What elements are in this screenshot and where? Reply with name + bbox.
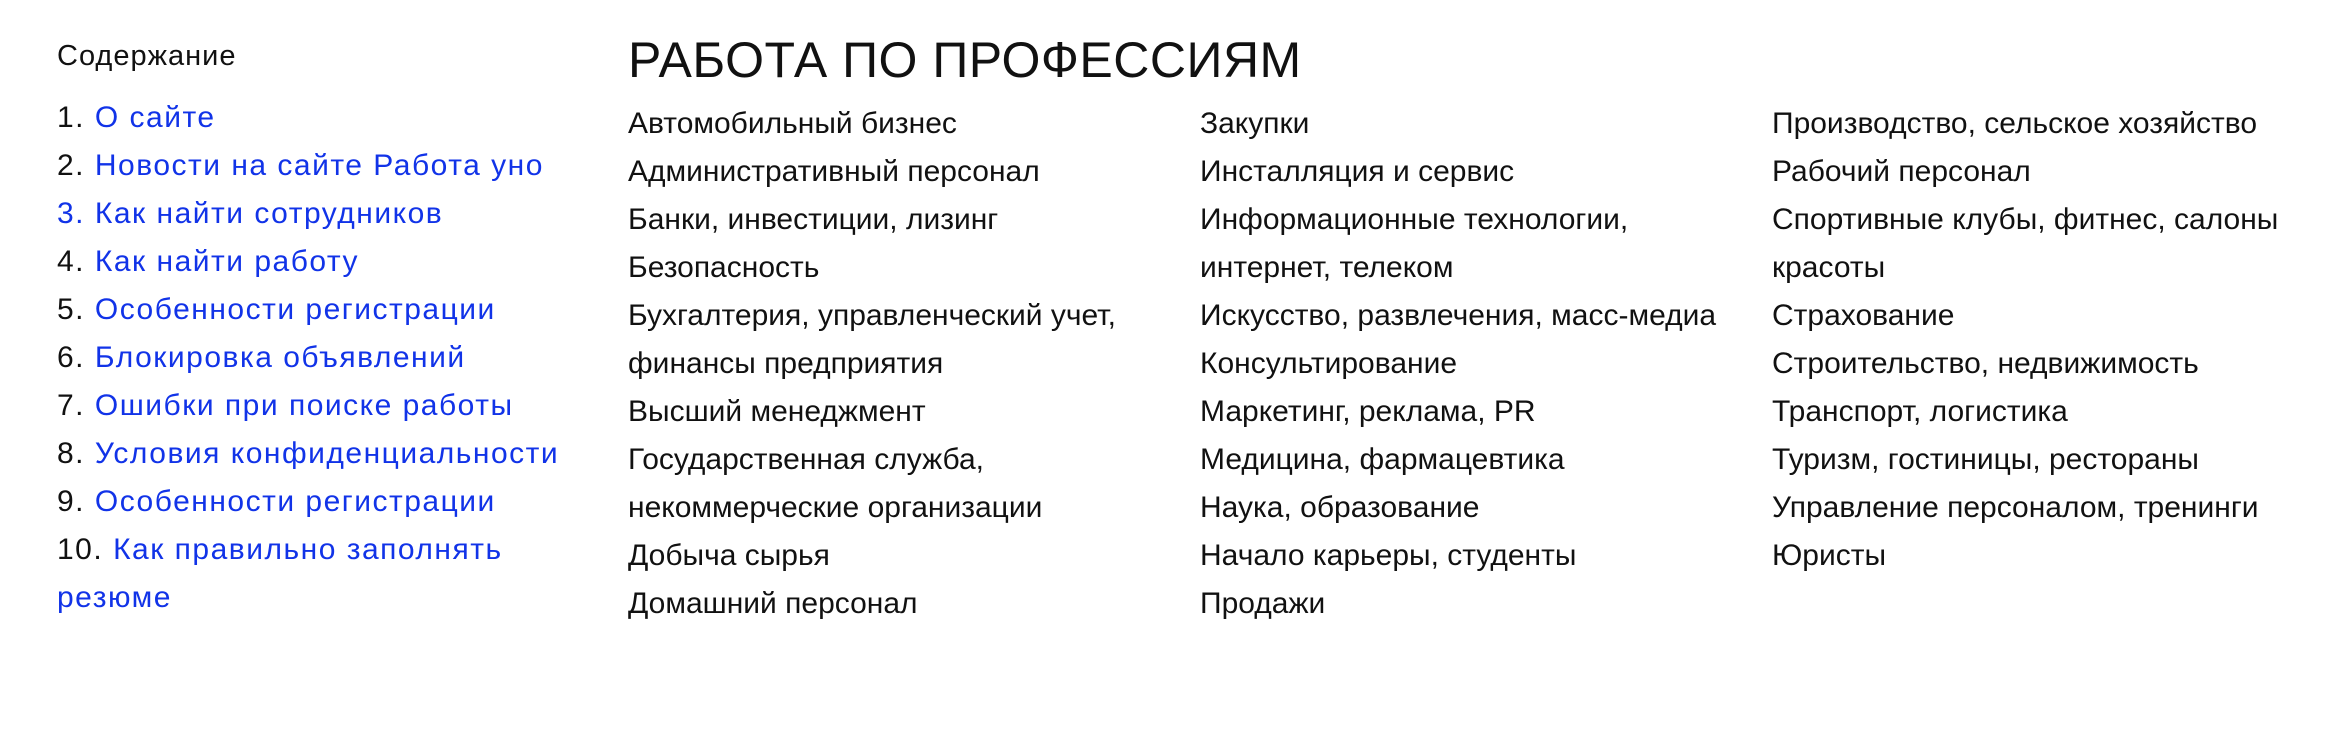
list-item (1772, 100, 2312, 148)
toc-item-number: 4. (57, 245, 86, 278)
professions-column-2 (1200, 100, 1740, 628)
professions-column-1 (628, 100, 1168, 628)
list-item (1200, 388, 1740, 436)
profession-link[interactable]: Добыча сырья (628, 539, 830, 572)
toc-item-number: 7. (57, 389, 86, 422)
list-item (1200, 436, 1740, 484)
toc-item-registration (57, 286, 577, 334)
toc-item-number: 5. (57, 293, 86, 326)
profession-link[interactable]: Бухгалтерия, управленческий учет, финансы предприятия (628, 299, 1116, 380)
profession-link[interactable]: Домашний персонал (628, 587, 918, 620)
list-item (628, 580, 1168, 628)
list-item (628, 436, 1168, 532)
toc-title: Содержание (57, 40, 237, 72)
list-item (1200, 196, 1740, 292)
list-item (1200, 484, 1740, 532)
toc-link-privacy[interactable]: Условия конфиденциальности (94, 437, 560, 470)
toc-link-registration[interactable]: Особенности регистрации (94, 293, 496, 326)
page-title: РАБОТА ПО ПРОФЕССИЯМ (628, 32, 1302, 88)
list-item (628, 388, 1168, 436)
profession-link[interactable]: Инсталляция и сервис (1200, 155, 1515, 188)
profession-link[interactable]: Информационные технологии, интернет, телеком (1200, 203, 1629, 284)
profession-link[interactable]: Строительство, недвижимость (1772, 347, 2199, 380)
toc-item-blocking (57, 334, 577, 382)
list-item (628, 292, 1168, 388)
profession-link[interactable]: Юристы (1772, 539, 1887, 572)
toc-link-job-search-errors[interactable]: Ошибки при поиске работы (94, 389, 514, 422)
toc-item-number: 8. (57, 437, 86, 470)
toc-item-resume (57, 526, 577, 622)
toc-item-number: 10. (57, 533, 104, 566)
professions-columns (628, 100, 2328, 700)
professions-section (628, 28, 2328, 700)
profession-link[interactable]: Консультирование (1200, 347, 1458, 380)
profession-link[interactable]: Продажи (1200, 587, 1326, 620)
profession-link[interactable]: Спортивные клубы, фитнес, салоны красоты (1772, 203, 2279, 284)
list-item (628, 532, 1168, 580)
list-item (1200, 580, 1740, 628)
list-item (1772, 436, 2312, 484)
toc-link-resume[interactable]: Как правильно заполнять резюме (57, 533, 503, 614)
list-item (1772, 532, 2312, 580)
toc-item-registration-2 (57, 478, 577, 526)
list-item (1200, 100, 1740, 148)
profession-link[interactable]: Начало карьеры, студенты (1200, 539, 1577, 572)
toc-item-number: 6. (57, 341, 86, 374)
table-of-contents (57, 34, 577, 622)
toc-item-job-search-errors (57, 382, 577, 430)
professions-column-3 (1772, 100, 2312, 580)
toc-item-number: 1. (57, 101, 86, 134)
list-item (1200, 532, 1740, 580)
profession-link[interactable]: Маркетинг, реклама, PR (1200, 395, 1536, 428)
list-item (628, 148, 1168, 196)
profession-link[interactable]: Рабочий персонал (1772, 155, 2031, 188)
list-item (1772, 148, 2312, 196)
profession-link[interactable]: Государственная служба, некоммерческие организации (628, 443, 1043, 524)
toc-item-find-job (57, 238, 577, 286)
profession-link[interactable]: Транспорт, логистика (1772, 395, 2068, 428)
list-item (628, 100, 1168, 148)
list-item (1772, 484, 2312, 532)
profession-link[interactable]: Закупки (1200, 107, 1310, 140)
list-item (1200, 292, 1740, 340)
toc-link-news[interactable]: Новости на сайте Работа уно (94, 149, 544, 182)
toc-item-find-employees (57, 190, 577, 238)
profession-link[interactable]: Искусство, развлечения, масс-медиа (1200, 299, 1717, 332)
toc-item-news (57, 142, 577, 190)
list-item (1772, 340, 2312, 388)
profession-link[interactable]: Наука, образование (1200, 491, 1480, 524)
list-item (628, 244, 1168, 292)
toc-list (57, 94, 577, 622)
profession-link[interactable]: Высший менеджмент (628, 395, 926, 428)
list-item (1200, 148, 1740, 196)
toc-item-about (57, 94, 577, 142)
profession-link[interactable]: Автомобильный бизнес (628, 107, 957, 140)
toc-link-find-job[interactable]: Как найти работу (94, 245, 359, 278)
toc-link-blocking[interactable]: Блокировка объявлений (94, 341, 466, 374)
list-item (1772, 292, 2312, 340)
profession-link[interactable]: Административный персонал (628, 155, 1040, 188)
list-item (1200, 340, 1740, 388)
toc-item-privacy (57, 430, 577, 478)
toc-item-number: 2. (57, 149, 86, 182)
toc-link-find-employees[interactable]: Как найти сотрудников (94, 197, 444, 230)
toc-link-about[interactable]: О сайте (94, 101, 216, 134)
profession-link[interactable]: Банки, инвестиции, лизинг (628, 203, 999, 236)
profession-link[interactable]: Управление персоналом, тренинги (1772, 491, 2259, 524)
profession-link[interactable]: Производство, сельское хозяйство (1772, 107, 2258, 140)
list-item (628, 196, 1168, 244)
profession-link[interactable]: Туризм, гостиницы, рестораны (1772, 443, 2199, 476)
toc-item-number: 3. (57, 197, 86, 230)
list-item (1772, 388, 2312, 436)
list-item (1772, 196, 2312, 292)
profession-link[interactable]: Безопасность (628, 251, 820, 284)
toc-item-number: 9. (57, 485, 86, 518)
profession-link[interactable]: Страхование (1772, 299, 1955, 332)
profession-link[interactable]: Медицина, фармацевтика (1200, 443, 1565, 476)
toc-link-registration-2[interactable]: Особенности регистрации (94, 485, 496, 518)
